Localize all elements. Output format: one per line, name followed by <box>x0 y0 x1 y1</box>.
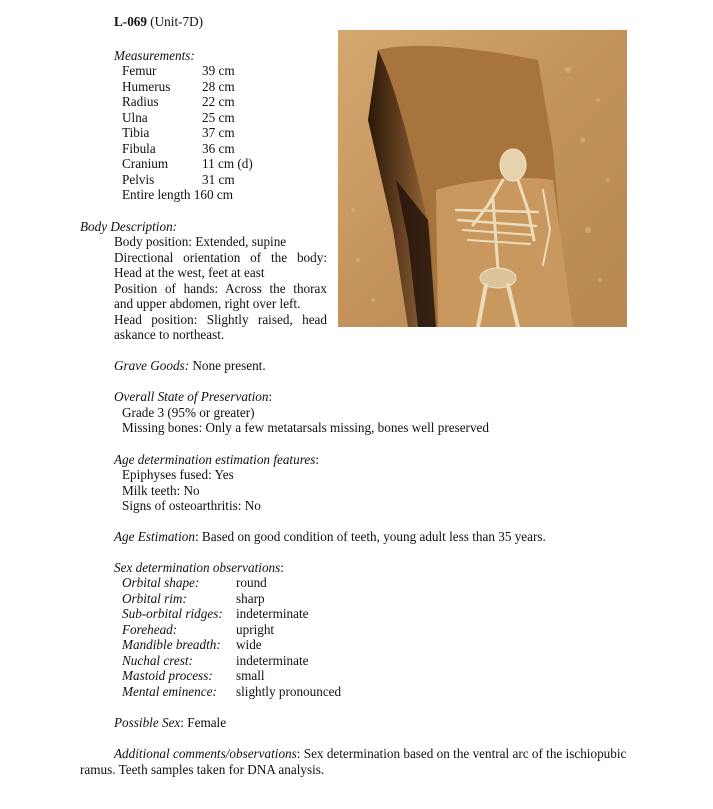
sex-observation-value: indeterminate <box>236 606 309 621</box>
sex-observation-value: small <box>236 668 265 683</box>
age-feature-line: Epiphyses fused: Yes <box>122 467 234 482</box>
sex-observations-heading-text: Sex determination observations <box>114 560 281 575</box>
sex-observation-row <box>122 684 341 700</box>
age-features-heading-colon: : <box>315 452 319 467</box>
body-line: askance to northeast. <box>114 327 225 342</box>
grave-goods <box>114 358 266 374</box>
measurement-name: Ulna <box>122 109 148 125</box>
measurement-value: 28 cm <box>202 78 235 94</box>
body-description-heading: Body Description: <box>80 219 178 234</box>
measurement-name: Humerus <box>122 78 171 94</box>
age-estimation-label: Age Estimation <box>114 529 195 544</box>
sex-observation-value: slightly pronounced <box>236 683 342 699</box>
entire-length: Entire length 160 cm <box>122 187 233 202</box>
preservation-heading-text: Overall State of Preservation <box>114 389 269 404</box>
body-line: Position of hands: Across the thorax <box>114 280 327 296</box>
age-feature-line: Signs of osteoarthritis: No <box>122 498 261 513</box>
sex-observation-row <box>122 668 341 684</box>
measurement-row <box>122 172 253 188</box>
measurement-row <box>122 141 253 157</box>
measurement-value: 31 cm <box>202 171 235 187</box>
sex-observation-label: Forehead: <box>122 621 178 637</box>
grave-goods-value: None present. <box>189 358 266 373</box>
measurement-value: 36 cm <box>202 140 235 156</box>
sex-observation-label: Orbital shape: <box>122 575 200 590</box>
comments-value: : Sex determination based on the ventral arc of the ischiopubic ramus. Teeth samples taken for DNA analysis. <box>80 746 627 777</box>
possible-sex-value: : Female <box>180 715 227 730</box>
age-features-heading <box>114 452 319 468</box>
sex-observation-label: Mastoid process: <box>122 668 213 683</box>
measurement-row <box>122 79 253 95</box>
sex-observation-row <box>122 575 341 591</box>
possible-sex <box>114 715 226 731</box>
body-line: Directional orientation of the body: <box>114 249 327 265</box>
measurements-heading: Measurements: <box>114 48 195 63</box>
record-unit: (Unit-7D) <box>150 14 204 29</box>
record-title <box>114 14 203 30</box>
sex-observation-row <box>122 591 341 607</box>
measurement-name: Cranium <box>122 156 169 171</box>
measurements-table <box>122 63 253 187</box>
sex-observation-row <box>122 653 341 669</box>
measurement-row <box>122 63 253 79</box>
grave-goods-label: Grave Goods: <box>114 358 190 373</box>
age-estimation <box>114 529 546 545</box>
sex-observation-row <box>122 622 341 638</box>
measurement-row <box>122 125 253 141</box>
measurement-value: 22 cm <box>202 94 235 109</box>
body-description-text <box>114 234 327 343</box>
sex-observation-label: Orbital rim: <box>122 590 187 606</box>
preservation-heading-colon: : <box>268 389 273 404</box>
grave-photo-image <box>338 30 627 327</box>
measurement-value: 39 cm <box>202 63 235 78</box>
sex-observation-value: wide <box>236 637 262 652</box>
measurement-value: 25 cm <box>202 109 235 125</box>
measurement-name: Pelvis <box>122 171 155 187</box>
measurement-name: Radius <box>122 94 159 109</box>
sex-observation-label: Mandible breadth: <box>122 637 221 652</box>
sex-observation-label: Mental eminence: <box>122 683 217 699</box>
measurement-name: Femur <box>122 63 157 78</box>
sex-observations-heading-colon: : <box>280 560 284 575</box>
preservation-line: Missing bones: Only a few metatarsals missing, bones well preserved <box>122 420 489 435</box>
preservation-line: Grade 3 (95% or greater) <box>122 405 255 420</box>
body-line: Head at the west, feet at east <box>114 265 265 280</box>
body-line: Body position: Extended, supine <box>114 234 287 249</box>
measurement-name: Tibia <box>122 125 150 140</box>
record-id: L-069 <box>114 14 147 29</box>
possible-sex-label: Possible Sex <box>114 715 181 730</box>
age-feature-line: Milk teeth: No <box>122 483 200 498</box>
sex-observations-heading <box>114 560 284 576</box>
body-line: Head position: Slightly raised, head <box>114 311 327 327</box>
measurement-row <box>122 94 253 110</box>
grave-photo <box>338 30 627 327</box>
measurement-value: 37 cm <box>202 125 235 140</box>
preservation-heading <box>114 389 272 405</box>
measurement-value: 11 cm (d) <box>202 156 253 171</box>
measurement-row <box>122 110 253 126</box>
sex-observation-value: indeterminate <box>236 652 309 668</box>
sex-observation-label: Sub-orbital ridges: <box>122 606 223 621</box>
age-features-heading-text: Age determination estimation features <box>114 452 316 467</box>
additional-comments <box>80 746 633 778</box>
sex-observation-value: round <box>236 575 267 590</box>
sex-observation-value: sharp <box>236 590 265 606</box>
measurement-name: Fibula <box>122 140 156 156</box>
comments-label: Additional comments/observations <box>114 746 297 761</box>
sex-observation-row <box>122 606 341 622</box>
body-line: and upper abdomen, right over left. <box>114 296 301 311</box>
age-estimation-value: : Based on good condition of teeth, young adult less than 35 years. <box>194 529 546 544</box>
sex-observation-label: Nuchal crest: <box>122 652 193 668</box>
measurement-row <box>122 156 253 172</box>
sex-observation-value: upright <box>236 621 275 637</box>
sex-observation-row <box>122 637 341 653</box>
sex-observations-table <box>122 575 341 699</box>
